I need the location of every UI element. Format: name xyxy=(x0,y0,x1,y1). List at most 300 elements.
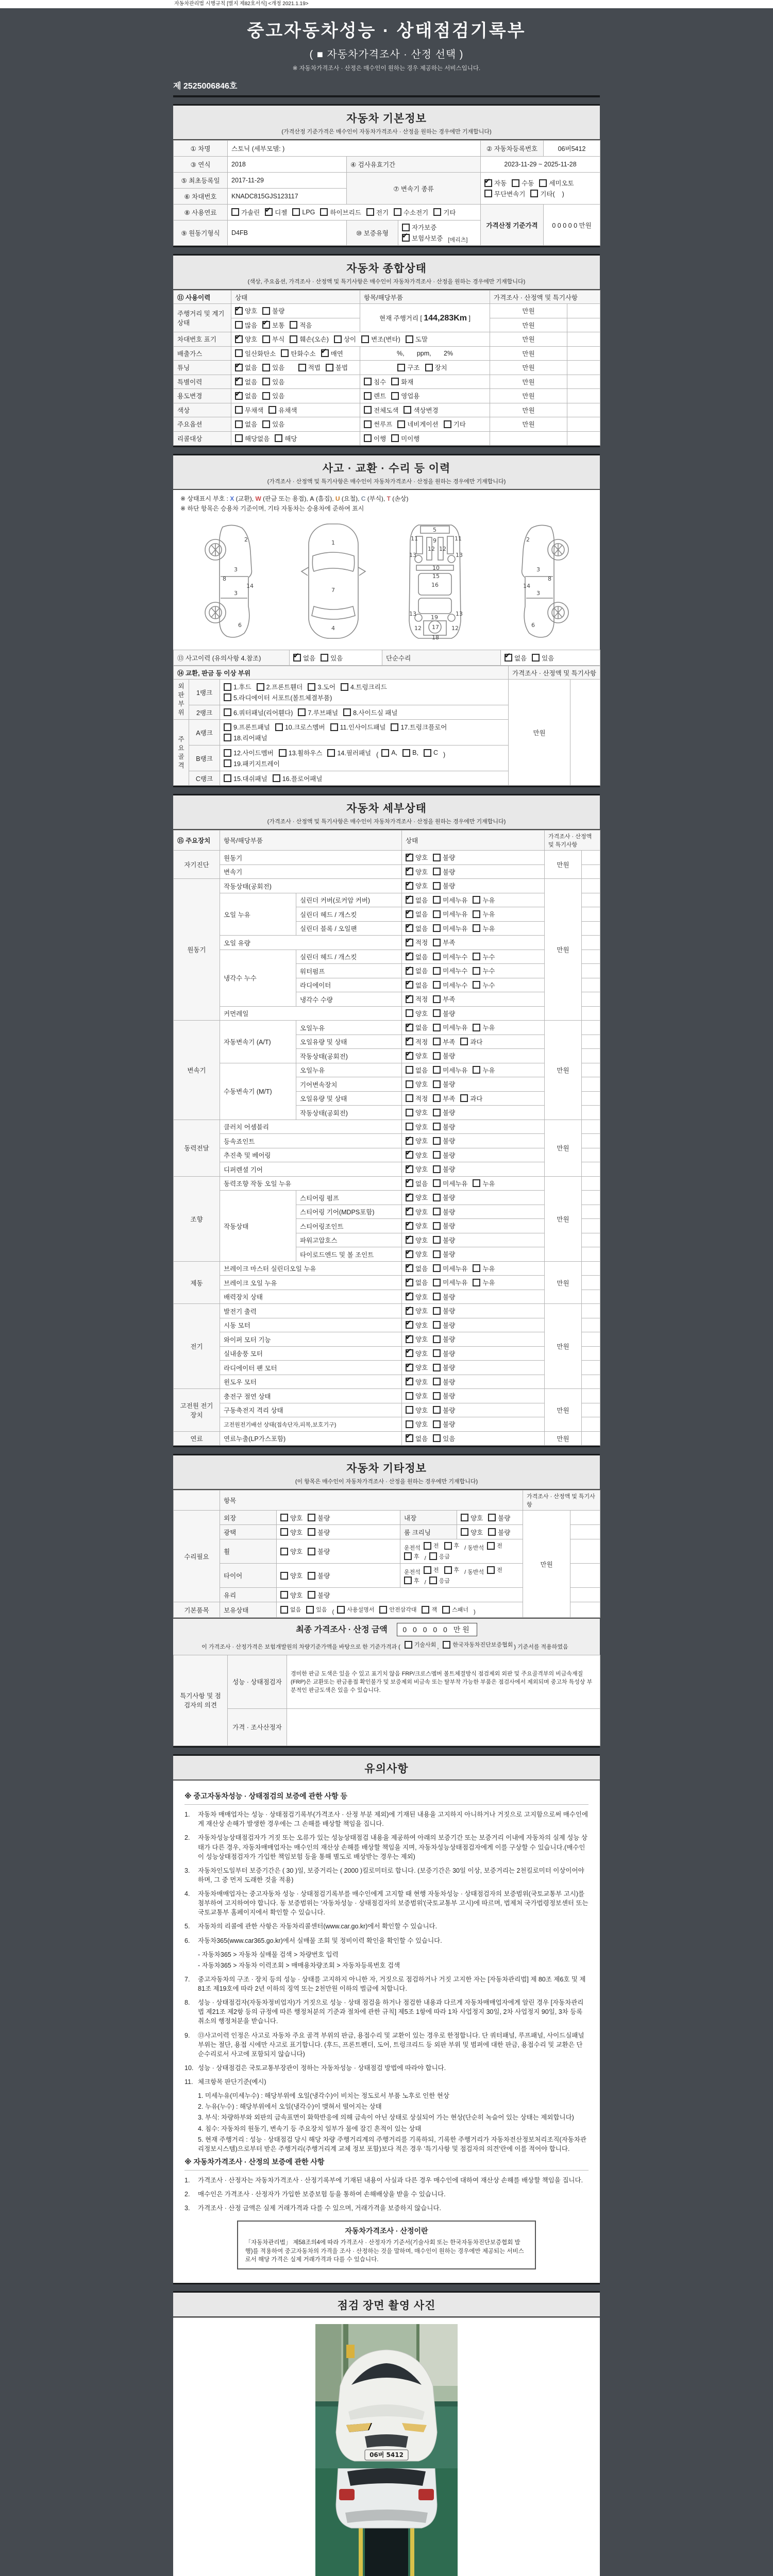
check-label: 양호 xyxy=(415,1109,428,1117)
check-option xyxy=(404,1577,419,1585)
checkbox-전체도색[interactable] xyxy=(364,406,372,414)
table-cell: 가격조사 · 산정액 및 특기사항 xyxy=(490,291,600,304)
checkbox-누수[interactable] xyxy=(473,953,480,960)
checkbox-기타[interactable] xyxy=(444,420,451,428)
checkbox-없음[interactable] xyxy=(280,1606,288,1614)
checkbox-양호[interactable] xyxy=(406,1009,413,1017)
checkbox-불법[interactable] xyxy=(326,364,333,371)
checked-checkbox-없음[interactable] xyxy=(406,924,413,932)
table-cell xyxy=(582,1389,600,1403)
checkbox-미세누유[interactable] xyxy=(433,1066,441,1074)
section-notice xyxy=(173,1754,600,2284)
checkbox-B,[interactable] xyxy=(402,749,410,757)
checkbox-과다[interactable] xyxy=(460,1038,468,1045)
checked-checkbox-양호[interactable] xyxy=(406,882,413,890)
checkbox-도말[interactable] xyxy=(406,335,413,343)
checkbox-18.리어패널[interactable] xyxy=(224,734,231,741)
check-label: 누수 xyxy=(482,968,495,975)
checked-checkbox-양호[interactable] xyxy=(406,1349,413,1357)
checked-checkbox-양호[interactable] xyxy=(406,1222,413,1230)
checked-checkbox-적정[interactable] xyxy=(406,1038,413,1045)
checkbox-수동[interactable] xyxy=(512,179,519,187)
checkbox-불량[interactable] xyxy=(433,1208,441,1215)
checkbox-후[interactable] xyxy=(404,1577,412,1584)
table-cell xyxy=(402,1134,545,1148)
check-option xyxy=(444,1541,460,1550)
checked-checkbox-자동[interactable] xyxy=(484,179,492,187)
checkbox-불량[interactable] xyxy=(308,1572,315,1580)
table-cell xyxy=(582,1431,600,1446)
checkbox-많음[interactable] xyxy=(235,321,243,329)
checkbox-불량[interactable] xyxy=(433,1222,441,1230)
checked-checkbox-양호[interactable] xyxy=(406,1052,413,1060)
checkbox-미세누유[interactable] xyxy=(433,910,441,918)
check-label: 적정 xyxy=(415,996,428,1004)
table-row xyxy=(174,361,600,375)
checkbox-기타( )[interactable] xyxy=(530,190,538,197)
table-row xyxy=(174,304,600,318)
checked-checkbox-없음[interactable] xyxy=(406,1024,413,1031)
checkbox-불량[interactable] xyxy=(433,1009,441,1017)
checkbox-8.사이드실 패널[interactable] xyxy=(343,708,351,716)
checkbox-있음[interactable] xyxy=(306,1606,314,1614)
table-row xyxy=(174,936,600,950)
checked-checkbox-디젤[interactable] xyxy=(265,208,273,216)
checkbox-17.트렁크플로어[interactable] xyxy=(391,723,398,731)
checkbox-양호[interactable] xyxy=(461,1528,468,1536)
checkbox-부족[interactable] xyxy=(433,1038,441,1045)
inline-text: 운전석 xyxy=(404,1569,421,1575)
table-cell: 2018 xyxy=(228,157,347,173)
checkbox-양호[interactable] xyxy=(280,1528,288,1536)
check-option xyxy=(280,1590,303,1600)
check-label: 미세누유 xyxy=(443,1279,468,1287)
checkbox-15.대쉬패널[interactable] xyxy=(224,774,231,782)
checkbox-이행[interactable] xyxy=(364,434,372,442)
checkbox-미세누수[interactable] xyxy=(433,967,441,975)
check-option xyxy=(433,1079,455,1089)
checkbox-미이행[interactable] xyxy=(391,434,399,442)
checkbox-있음[interactable] xyxy=(532,654,540,662)
table-cell xyxy=(582,1233,600,1247)
check-label: 양호 xyxy=(415,1081,428,1089)
checkbox-후[interactable] xyxy=(444,1566,452,1574)
checkbox-누유[interactable] xyxy=(473,924,480,932)
checkbox-안전삼각대[interactable] xyxy=(379,1606,387,1614)
table-cell xyxy=(402,1021,545,1035)
check-option xyxy=(308,1528,330,1537)
check-label: 불량 xyxy=(443,1393,456,1400)
checked-checkbox-양호[interactable] xyxy=(406,1250,413,1258)
checkbox-전[interactable] xyxy=(487,1566,495,1574)
check-option xyxy=(433,1377,455,1386)
checkbox-상이[interactable] xyxy=(334,335,342,343)
checkbox-누유[interactable] xyxy=(473,1024,480,1031)
checked-checkbox-없음[interactable] xyxy=(406,981,413,989)
checkbox-불량[interactable] xyxy=(433,882,441,890)
checkbox-불량[interactable] xyxy=(433,1137,441,1145)
checked-checkbox-양호[interactable] xyxy=(406,1293,413,1300)
check-label: 부족 xyxy=(443,996,456,1004)
check-label: 양호 xyxy=(415,1393,428,1400)
checkbox-불량[interactable] xyxy=(433,1293,441,1300)
checked-checkbox-없음[interactable] xyxy=(406,1179,413,1187)
table-cell: 실린더 커버(로커암 커버) xyxy=(296,893,402,907)
checkbox-양호[interactable] xyxy=(406,1406,413,1414)
checkbox-양호[interactable] xyxy=(280,1572,288,1580)
checked-checkbox-매연[interactable] xyxy=(321,349,329,357)
checkbox-응급[interactable] xyxy=(429,1577,437,1584)
checkbox-전[interactable] xyxy=(424,1542,431,1550)
table-cell xyxy=(582,1035,600,1049)
checked-checkbox-양호[interactable] xyxy=(406,1378,413,1385)
checkbox-수소전기[interactable] xyxy=(394,208,401,216)
checkbox-불량[interactable] xyxy=(433,1406,441,1414)
checkbox-양호[interactable] xyxy=(406,1392,413,1400)
checkbox-5.라디에이터 서포트(볼트체결부품)[interactable] xyxy=(224,693,231,701)
checked-checkbox-양호[interactable] xyxy=(406,868,413,875)
checked-checkbox-보통[interactable] xyxy=(262,321,270,329)
check-label: 미세누유 xyxy=(443,925,468,933)
checkbox-불량[interactable] xyxy=(308,1514,315,1521)
check-label: 있음 xyxy=(272,378,285,386)
checkbox-미세누유[interactable] xyxy=(433,1179,441,1187)
checkbox-불량[interactable] xyxy=(433,1349,441,1357)
checked-checkbox-양호[interactable] xyxy=(235,307,243,315)
checkbox-양호[interactable] xyxy=(461,1514,468,1521)
checkbox-미세누유[interactable] xyxy=(433,924,441,932)
table-cell: 실린더 헤드 / 개스킷 xyxy=(296,907,402,922)
table-cell: 가격조사 · 산정액 및 특기사항 xyxy=(509,666,600,680)
table-row xyxy=(174,851,600,865)
checked-checkbox-없음[interactable] xyxy=(235,364,243,371)
checked-checkbox-양호[interactable] xyxy=(406,1208,413,1215)
checkbox-불량[interactable] xyxy=(433,868,441,875)
checkbox-훼손(오손)[interactable] xyxy=(290,335,297,343)
table-cell: 작동상태(공회전) xyxy=(296,1049,402,1063)
check-option xyxy=(433,208,456,217)
checked-checkbox-양호[interactable] xyxy=(406,1236,413,1244)
checked-checkbox-없음[interactable] xyxy=(406,967,413,975)
checkbox-불량[interactable] xyxy=(433,1307,441,1315)
table-row xyxy=(174,291,600,304)
checkbox-일산화탄소[interactable] xyxy=(235,349,243,357)
check-option xyxy=(224,733,267,742)
check-option xyxy=(262,391,284,400)
table-cell xyxy=(567,332,600,347)
checkbox-불량[interactable] xyxy=(308,1528,315,1536)
checked-checkbox-양호[interactable] xyxy=(406,1307,413,1315)
checkbox-미세누수[interactable] xyxy=(433,953,441,960)
checkbox-양호[interactable] xyxy=(280,1548,288,1555)
checkbox-후[interactable] xyxy=(444,1542,452,1550)
checkbox-부족[interactable] xyxy=(433,995,441,1003)
checkbox-부식[interactable] xyxy=(262,335,270,343)
checked-checkbox-없음[interactable] xyxy=(406,1279,413,1286)
checkbox-9.프론트패널[interactable] xyxy=(224,723,231,731)
checkbox-렌트[interactable] xyxy=(364,392,372,400)
checkbox-없음[interactable] xyxy=(406,1066,413,1074)
checkbox-응급[interactable] xyxy=(429,1552,437,1560)
checkbox-불량[interactable] xyxy=(433,1236,441,1244)
checkbox-불량[interactable] xyxy=(433,1109,441,1116)
final-price-row xyxy=(173,1618,600,1639)
checkbox-11.인사이드패널[interactable] xyxy=(330,723,338,731)
checkbox-양호[interactable] xyxy=(280,1514,288,1521)
checked-checkbox-양호[interactable] xyxy=(406,1165,413,1173)
checkbox-불량[interactable] xyxy=(308,1591,315,1599)
checkbox-양호[interactable] xyxy=(406,1080,413,1088)
checkbox-사용설명서[interactable] xyxy=(337,1606,345,1614)
checked-checkbox-없음[interactable] xyxy=(406,1264,413,1272)
checked-checkbox-양호[interactable] xyxy=(406,1321,413,1329)
checked-checkbox-없음[interactable] xyxy=(406,910,413,918)
check-label: 부식 xyxy=(272,336,285,343)
checkbox-C[interactable] xyxy=(424,749,431,757)
checkbox-기술사회[interactable] xyxy=(405,1641,412,1649)
checked-checkbox-양호[interactable] xyxy=(406,1194,413,1201)
check-option xyxy=(433,1207,455,1216)
checkbox-침수[interactable] xyxy=(364,378,372,385)
checkbox-해당없음[interactable] xyxy=(235,434,243,442)
check-label: 화재 xyxy=(401,378,414,386)
checkbox-화재[interactable] xyxy=(391,378,399,385)
checkbox-있음[interactable] xyxy=(321,654,328,662)
checked-checkbox-없음[interactable] xyxy=(293,654,301,662)
table-cell: 만원 xyxy=(490,417,567,432)
checkbox-불량[interactable] xyxy=(433,1250,441,1258)
checkbox-10.크로스멤버[interactable] xyxy=(275,723,283,731)
checkbox-4.트렁크리드[interactable] xyxy=(341,683,348,691)
checked-checkbox-양호[interactable] xyxy=(406,854,413,861)
checked-checkbox-없음[interactable] xyxy=(235,378,243,385)
checkbox-불량[interactable] xyxy=(433,1080,441,1088)
checked-checkbox-적정[interactable] xyxy=(406,939,413,946)
table-cell: 라디에이터 xyxy=(296,978,402,992)
checkbox-네비게이션[interactable] xyxy=(397,420,405,428)
table-cell xyxy=(402,1417,545,1432)
checked-checkbox-양호[interactable] xyxy=(235,335,243,343)
checkbox-불량[interactable] xyxy=(433,1052,441,1060)
check-option xyxy=(402,233,443,243)
checkbox-영업용[interactable] xyxy=(391,392,399,400)
checkbox-해당[interactable] xyxy=(275,434,282,442)
status-code-label: (부식), xyxy=(365,495,387,502)
inline-text: [메리츠] xyxy=(448,237,468,243)
checkbox-구조[interactable] xyxy=(397,364,405,371)
table-cell: 가격 · 조사산정자 xyxy=(228,1708,287,1745)
checkbox-19.패키지트레이[interactable] xyxy=(224,759,231,767)
checkbox-전기[interactable] xyxy=(366,208,374,216)
check-label: 불법 xyxy=(335,364,348,371)
checkbox-있음[interactable] xyxy=(262,364,270,371)
check-option xyxy=(473,1278,495,1287)
checkbox-불량[interactable] xyxy=(433,1378,441,1385)
checked-checkbox-양호[interactable] xyxy=(406,1335,413,1343)
checkbox-누유[interactable] xyxy=(473,896,480,904)
check-option xyxy=(433,895,467,905)
checkbox-LPG[interactable] xyxy=(292,208,300,216)
notice-number: 9. xyxy=(184,2031,190,2039)
check-option xyxy=(224,693,332,702)
checkbox-불량[interactable] xyxy=(433,1364,441,1371)
checkbox-무단변속기[interactable] xyxy=(484,190,492,197)
checkbox-자가보증[interactable] xyxy=(402,224,410,231)
checked-checkbox-없음[interactable] xyxy=(406,953,413,960)
checkbox-잭[interactable] xyxy=(422,1606,429,1614)
check-label: 미세누유 xyxy=(443,1024,468,1032)
checkbox-불량[interactable] xyxy=(433,1335,441,1343)
check-label: 있음 xyxy=(272,421,285,428)
check-option xyxy=(341,682,387,691)
checkbox-미세누유[interactable] xyxy=(433,1279,441,1286)
checkbox-탄화수소[interactable] xyxy=(281,349,289,357)
checked-checkbox-없음[interactable] xyxy=(406,1434,413,1442)
checkbox-불량[interactable] xyxy=(262,307,270,315)
checkbox-적법[interactable] xyxy=(298,364,306,371)
checkbox-불량[interactable] xyxy=(433,1420,441,1428)
checkbox-있음[interactable] xyxy=(262,378,270,385)
checkbox-불량[interactable] xyxy=(433,1194,441,1201)
checkbox-14.필러패널[interactable] xyxy=(327,749,335,757)
checkbox-양호[interactable] xyxy=(280,1591,288,1599)
checkbox-기타[interactable] xyxy=(433,208,441,216)
checkbox-가솔린[interactable] xyxy=(231,208,239,216)
table-cell xyxy=(582,950,600,964)
check-option xyxy=(262,419,284,429)
checkbox-색상변경[interactable] xyxy=(404,406,411,414)
checked-checkbox-없음[interactable] xyxy=(235,392,243,400)
check-option xyxy=(280,1571,303,1580)
checkbox-전[interactable] xyxy=(424,1566,431,1574)
checked-checkbox-적정[interactable] xyxy=(406,995,413,1003)
table-cell xyxy=(457,1525,523,1539)
checkbox-한국자동차진단보증협회[interactable] xyxy=(443,1641,450,1649)
checkbox-세미오토[interactable] xyxy=(539,179,547,187)
checkbox-과다[interactable] xyxy=(460,1094,468,1102)
check-label: 응급 xyxy=(439,1578,450,1584)
checkbox-있음[interactable] xyxy=(433,1434,441,1442)
checkbox-미세누유[interactable] xyxy=(433,896,441,904)
table-cell xyxy=(290,650,382,666)
checkbox-미세누유[interactable] xyxy=(433,1264,441,1272)
checkbox-6.쿼터패널(리어휀다)[interactable] xyxy=(224,708,231,716)
checkbox-누유[interactable] xyxy=(473,1279,480,1286)
overall-title: 자동차 종합상태 xyxy=(346,263,427,275)
checkbox-스패너[interactable] xyxy=(442,1606,450,1614)
checkbox-불량[interactable] xyxy=(433,1151,441,1159)
checkbox-누수[interactable] xyxy=(473,967,480,975)
checked-checkbox-양호[interactable] xyxy=(406,1364,413,1371)
checked-checkbox-양호[interactable] xyxy=(406,1151,413,1159)
checkbox-누유[interactable] xyxy=(473,910,480,918)
checkbox-불량[interactable] xyxy=(433,1392,441,1400)
table-cell xyxy=(231,389,360,403)
checkbox-없음[interactable] xyxy=(235,420,243,428)
checked-checkbox-없음[interactable] xyxy=(406,896,413,904)
checkbox-있음[interactable] xyxy=(262,392,270,400)
checkbox-미세누유[interactable] xyxy=(433,1024,441,1031)
svg-text:06버 5412: 06버 5412 xyxy=(369,2451,404,2459)
checked-checkbox-없음[interactable] xyxy=(505,654,512,662)
checkbox-양호[interactable] xyxy=(406,1123,413,1130)
checkbox-변조(변타)[interactable] xyxy=(361,335,369,343)
document-page xyxy=(173,8,600,2576)
checkbox-불량[interactable] xyxy=(308,1548,315,1555)
check-option xyxy=(381,749,397,757)
checkbox-불량[interactable] xyxy=(433,1321,441,1329)
checkbox-3.도어[interactable] xyxy=(308,683,315,691)
checkbox-불량[interactable] xyxy=(433,1123,441,1130)
check-label: 7.루브패널 xyxy=(308,709,339,717)
table-cell xyxy=(287,1708,600,1745)
check-option xyxy=(473,980,495,990)
check-label: 누유 xyxy=(482,1279,495,1287)
checkbox-양호[interactable] xyxy=(406,1420,413,1428)
svg-text:12: 12 xyxy=(451,625,459,632)
checkbox-미세누수[interactable] xyxy=(433,981,441,989)
checkbox-불량[interactable] xyxy=(488,1514,496,1521)
checkbox-무채색[interactable] xyxy=(235,406,243,414)
check-label: 불량 xyxy=(317,1591,330,1599)
checkbox-부족[interactable] xyxy=(433,1094,441,1102)
check-option xyxy=(460,1094,482,1103)
checkbox-누유[interactable] xyxy=(473,1179,480,1187)
checkbox-2.프론트휀더[interactable] xyxy=(257,683,264,691)
table-cell xyxy=(398,221,481,246)
checked-checkbox-양호[interactable] xyxy=(406,1137,413,1145)
table-cell xyxy=(582,1318,600,1332)
checkbox-누수[interactable] xyxy=(473,981,480,989)
checkbox-누유[interactable] xyxy=(473,1066,480,1074)
checkbox-7.루브패널[interactable] xyxy=(298,708,306,716)
checkbox-유채색[interactable] xyxy=(268,406,276,414)
checkbox-적정[interactable] xyxy=(406,1094,413,1102)
checkbox-하이브리드[interactable] xyxy=(320,208,328,216)
checkbox-있음[interactable] xyxy=(262,420,270,428)
checkbox-누유[interactable] xyxy=(473,1264,480,1272)
check-option xyxy=(406,1419,428,1429)
table-cell xyxy=(277,1525,400,1539)
checkbox-후[interactable] xyxy=(404,1552,412,1560)
table-cell: 만원 xyxy=(490,332,567,347)
checkbox-부족[interactable] xyxy=(433,939,441,946)
check-label: 불량 xyxy=(443,1053,456,1060)
table-cell xyxy=(220,771,509,786)
checkbox-불량[interactable] xyxy=(433,1165,441,1173)
checkbox-썬루프[interactable] xyxy=(364,420,372,428)
checkbox-양호[interactable] xyxy=(406,1109,413,1116)
checkbox-적음[interactable] xyxy=(290,321,297,329)
checkbox-불량[interactable] xyxy=(433,854,441,861)
table-row xyxy=(174,1162,600,1177)
check-option xyxy=(433,1405,455,1415)
checkbox-16.플로어패널[interactable] xyxy=(273,774,280,782)
checkbox-1.후드[interactable] xyxy=(224,683,231,691)
checkbox-13.휠하우스[interactable] xyxy=(279,749,287,757)
check-label: 후 xyxy=(453,1543,460,1550)
checkbox-전[interactable] xyxy=(487,1542,495,1550)
check-label: 양호 xyxy=(415,1364,428,1372)
notice-subitem: - 자동차365 > 자동차 실매물 검색 > 차량번호 입력 xyxy=(198,1951,339,1958)
checkbox-장치[interactable] xyxy=(425,364,433,371)
checked-checkbox-보험사보증[interactable] xyxy=(402,234,410,242)
checkbox-불량[interactable] xyxy=(488,1528,496,1536)
checkbox-A,[interactable] xyxy=(381,749,389,757)
notice-item xyxy=(184,1889,589,1917)
checkbox-12.사이드멤버[interactable] xyxy=(224,749,231,757)
notice-header xyxy=(173,1756,600,1781)
